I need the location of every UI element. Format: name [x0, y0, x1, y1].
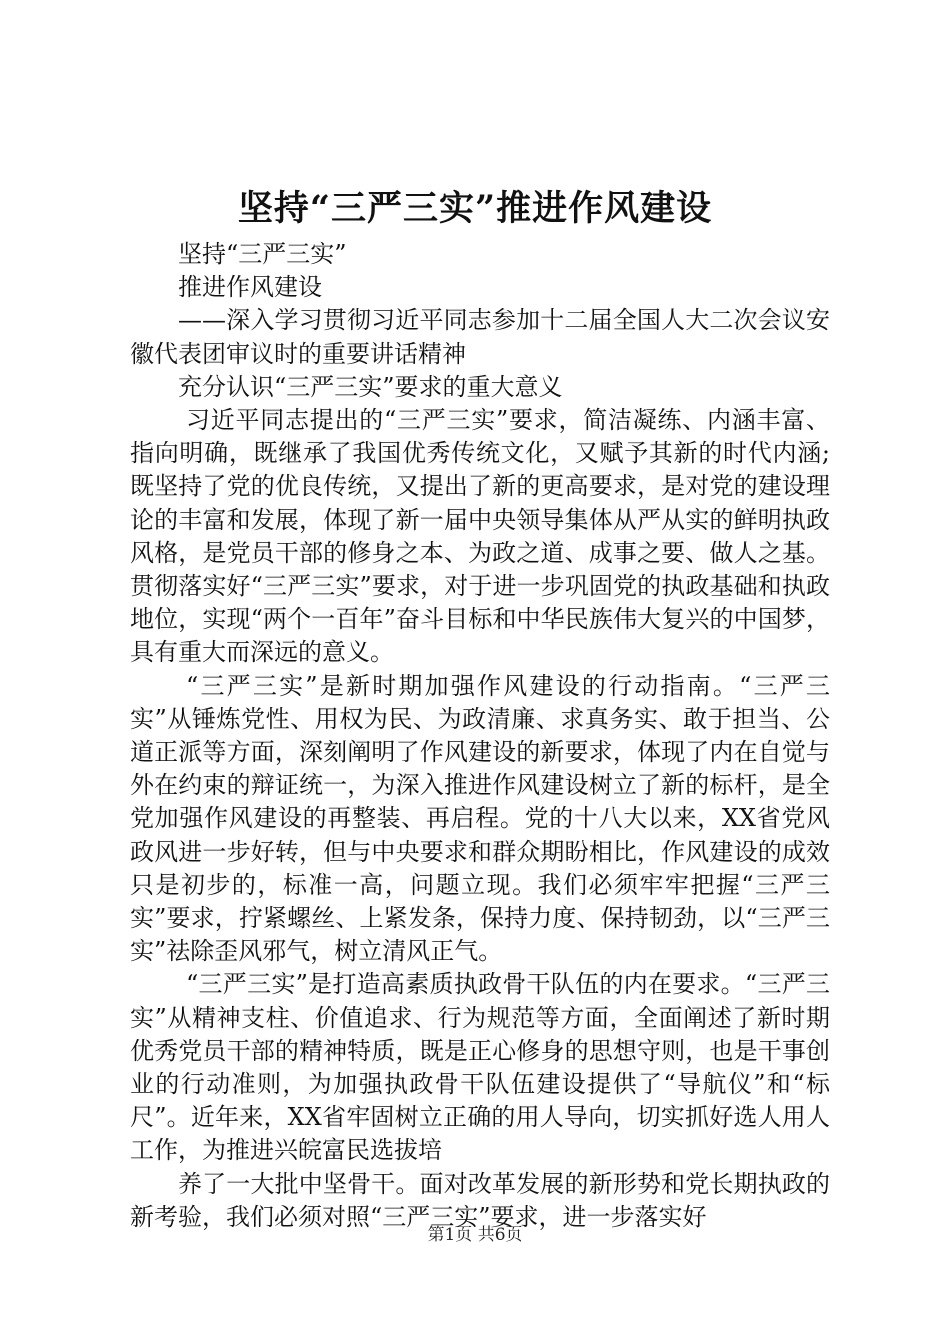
paragraph-subtitle: ——深入学习贯彻习近平同志参加十二届全国人大二次会议安徽代表团审议时的重要讲话精神	[130, 306, 830, 368]
document-body	[130, 238, 830, 1234]
paragraph-heading-1: 坚持“三严三实”	[178, 240, 347, 268]
paragraph: 养了一大批中坚骨干。面对改革发展的新形势和党长期执政的新考验，我们必须对照“三严三实”要求，进一步落实好	[130, 1169, 830, 1231]
paragraph: 习近平同志提出的“三严三实”要求，简洁凝练、内涵丰富、指向明确，既继承了我国优秀传统文化，又赋予其新的时代内涵;既坚持了党的优良传统，又提出了新的更高要求，是对党的建设理论的丰富和发展，体现了新一届中央领导集体从严从实的鲜明执政风格，是党员干部的修身之本、为政之道、成事之要、做人之基。贯彻落实好“三严三实”要求，对于进一步巩固党的执政基础和执政地位，实现“两个一百年”奋斗目标和中华民族伟大复兴的中国梦，具有重大而深远的意义。	[130, 406, 830, 667]
paragraph: “三严三实”是打造高素质执政骨干队伍的内在要求。“三严三实”从精神支柱、价值追求、行为规范等方面，全面阐述了新时期优秀党员干部的精神特质，既是正心修身的思想守则，也是干事创业的行动准则，为加强执政骨干队伍建设提供了“导航仪”和“标尺”。近年来，XX省牢固树立正确的用人导向，切实抓好选人用人工作，为推进兴皖富民选拔培	[130, 970, 830, 1165]
paragraph-heading-2: 推进作风建设	[178, 273, 322, 302]
section-heading: 充分认识“三严三实”要求的重大意义	[178, 372, 563, 401]
paragraph: “三严三实”是新时期加强作风建设的行动指南。“三严三实”从锤炼党性、用权为民、为政清廉、求真务实、敢于担当、公道正派等方面，深刻阐明了作风建设的新要求，体现了内在自觉与外在约束的辩证统一，为深入推进作风建设树立了新的标杆，是全党加强作风建设的再整装、再启程。党的十八大以来，XX省党风政风进一步好转，但与中央要求和群众期盼相比，作风建设的成效只是初步的，标准一高，问题立现。我们必须牢牢把握“三严三实”要求，拧紧螺丝、上紧发条，保持力度、保持韧劲，以“三严三实”祛除歪风邪气，树立清风正气。	[130, 671, 830, 966]
document-title: 坚持“三严三实”推进作风建设	[237, 188, 713, 229]
page-indicator: 第1页 共6页	[427, 1225, 523, 1245]
